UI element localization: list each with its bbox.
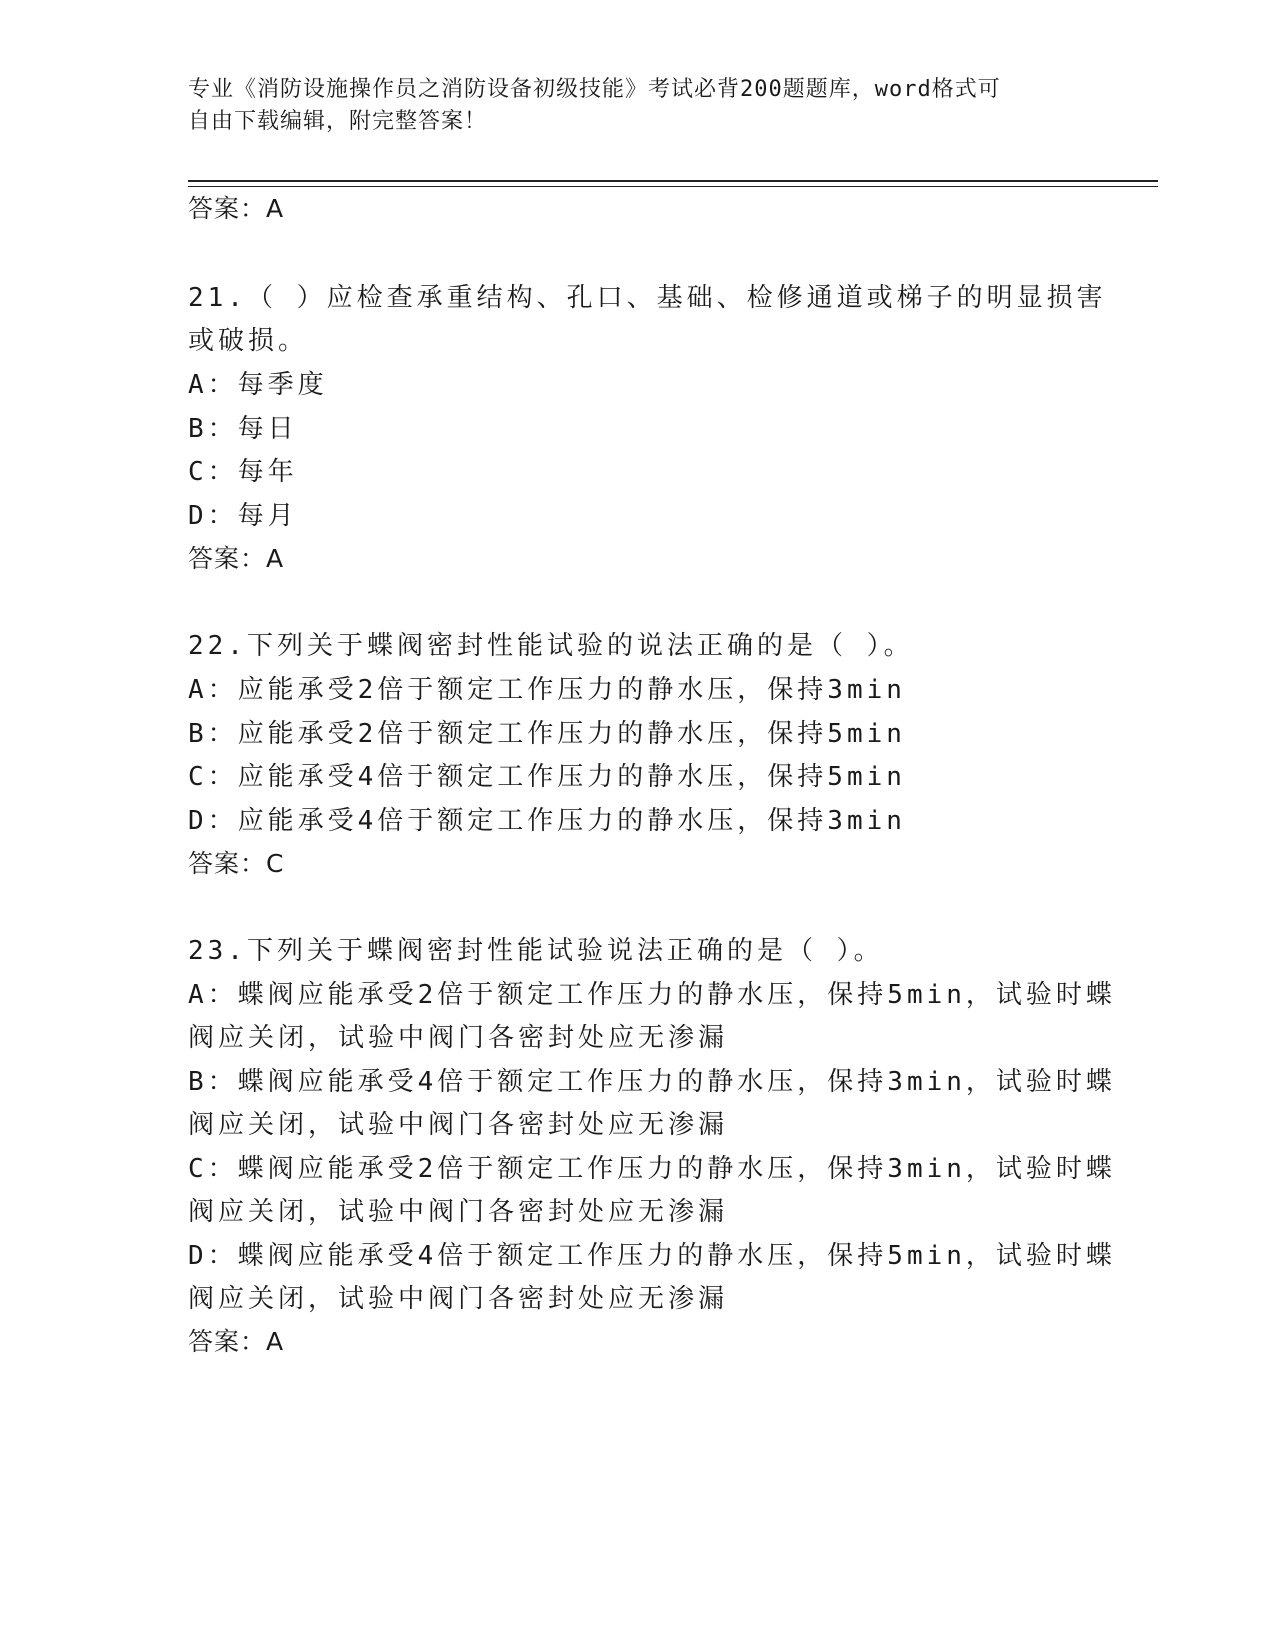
question-23-option-d-line-2: 阀应关闭，试验中阀门各密封处应无渗漏 <box>188 1284 729 1314</box>
question-21-option-a: A：每季度 <box>188 370 328 400</box>
question-22-stem: 22.下列关于蝶阀密封性能试验的说法正确的是（ ）。 <box>188 631 914 661</box>
question-22-option-b: B：应能承受2倍于额定工作压力的静水压，保持5min <box>188 719 906 749</box>
question-23-option-a-line-2: 阀应关闭，试验中阀门各密封处应无渗漏 <box>188 1023 729 1053</box>
question-23-answer: 答案：A <box>188 1327 285 1356</box>
question-21-stem-line-2: 或破损。 <box>188 326 309 356</box>
question-21-option-b: B：每日 <box>188 414 298 444</box>
header-line-1: 专业《消防设施操作员之消防设备初级技能》考试必背200题题库，word格式可 <box>188 77 1001 102</box>
question-23-option-b-line-2: 阀应关闭，试验中阀门各密封处应无渗漏 <box>188 1110 729 1140</box>
question-23-option-a-line-1: A：蝶阀应能承受2倍于额定工作压力的静水压，保持5min，试验时蝶 <box>188 980 1116 1010</box>
answer-previous: 答案：A <box>188 194 285 223</box>
header-line-2: 自由下载编辑，附完整答案！ <box>188 109 488 134</box>
question-22-option-d: D：应能承受4倍于额定工作压力的静水压，保持3min <box>188 806 906 836</box>
question-23-option-b-line-1: B：蝶阀应能承受4倍于额定工作压力的静水压，保持3min，试验时蝶 <box>188 1067 1116 1097</box>
question-23-option-d-line-1: D：蝶阀应能承受4倍于额定工作压力的静水压，保持5min，试验时蝶 <box>188 1241 1116 1271</box>
question-23-stem: 23.下列关于蝶阀密封性能试验说法正确的是（ ）。 <box>188 936 884 966</box>
header-divider <box>188 180 1158 187</box>
question-23-option-c-line-1: C：蝶阀应能承受2倍于额定工作压力的静水压，保持3min，试验时蝶 <box>188 1154 1116 1184</box>
question-21-option-d: D：每月 <box>188 501 298 531</box>
question-21-option-c: C：每年 <box>188 457 298 487</box>
question-22-option-c: C：应能承受4倍于额定工作压力的静水压，保持5min <box>188 762 906 792</box>
question-22-option-a: A：应能承受2倍于额定工作压力的静水压，保持3min <box>188 675 906 705</box>
question-21-stem-line-1: 21.（ ）应检查承重结构、孔口、基础、检修通道或梯子的明显损害 <box>188 283 1107 313</box>
question-21-answer: 答案：A <box>188 544 285 573</box>
question-22-answer: 答案：C <box>188 849 285 878</box>
document-header <box>188 74 1068 138</box>
question-23-option-c-line-2: 阀应关闭，试验中阀门各密封处应无渗漏 <box>188 1197 729 1227</box>
